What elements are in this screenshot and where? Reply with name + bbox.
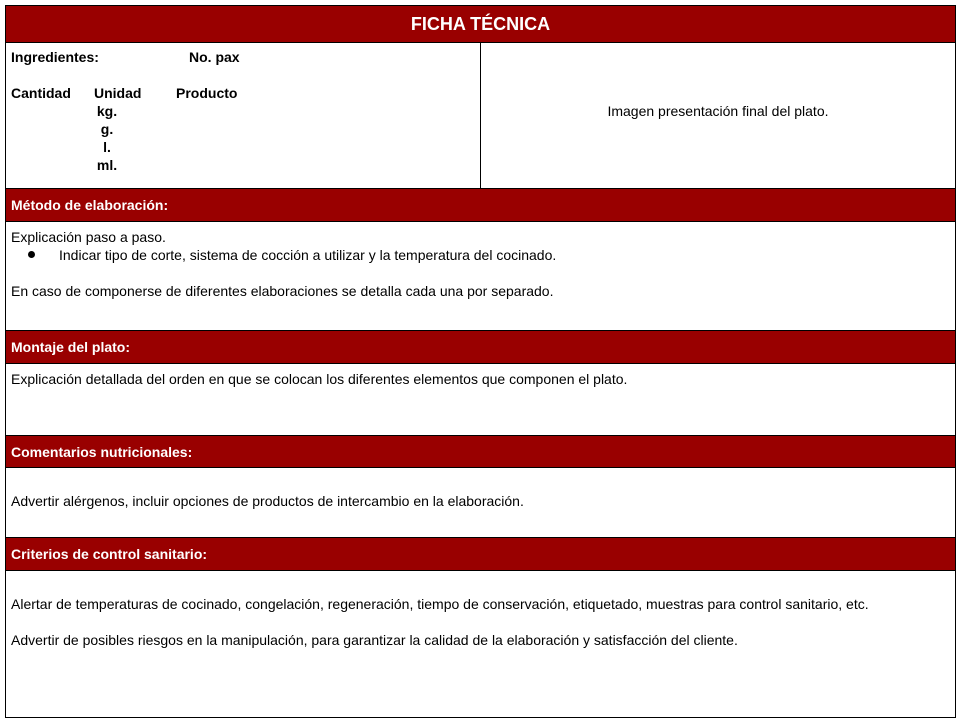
section-header-montaje <box>5 330 956 364</box>
unit-item: kg. <box>96 103 118 119</box>
section-title: Montaje del plato: <box>11 339 130 355</box>
dish-image-cell <box>481 43 955 188</box>
unit-item: l. <box>103 139 111 155</box>
spacer <box>11 264 950 282</box>
pax-label: No. pax <box>189 49 240 65</box>
section-header-sanitario <box>5 537 956 571</box>
column-header-cantidad: Cantidad <box>11 85 71 101</box>
section-body-metodo <box>5 221 956 331</box>
unit-item: g. <box>100 121 114 137</box>
sanitario-line: Advertir de posibles riesgos en la manipulación, para garantizar la calidad de la elaboración y satisfacción del cliente. <box>11 632 738 648</box>
column-header-unidad: Unidad <box>94 85 142 101</box>
section-header-nutricion <box>5 435 956 468</box>
section-body-nutricion <box>5 467 956 538</box>
section-title: Comentarios nutricionales: <box>11 443 193 460</box>
list-item <box>11 246 950 264</box>
metodo-bullet-text: Indicar tipo de corte, sistema de cocción a utilizar y la temperatura del cocinado. <box>59 247 557 263</box>
section-body-montaje <box>5 363 956 436</box>
spacer <box>11 474 950 492</box>
unit-item: ml. <box>96 157 118 173</box>
ingredients-cell <box>6 43 481 188</box>
column-header-producto: Producto <box>176 85 238 101</box>
document-title: FICHA TÉCNICA <box>410 14 551 34</box>
ingredients-row <box>5 42 956 189</box>
dish-image-placeholder-text: Imagen presentación final del plato. <box>607 103 829 119</box>
ingredients-label: Ingredientes: <box>11 49 99 65</box>
metodo-intro: Explicación paso a paso. <box>11 229 166 245</box>
spacer <box>11 577 950 595</box>
metodo-note: En caso de componerse de diferentes elaboraciones se detalla cada una por separado. <box>11 283 554 299</box>
section-header-metodo <box>5 188 956 222</box>
document-title-bar <box>5 5 956 43</box>
units-list <box>87 102 127 174</box>
section-title: Criterios de control sanitario: <box>11 546 208 562</box>
montaje-text: Explicación detallada del orden en que se colocan los diferentes elementos que componen el plato. <box>11 371 628 387</box>
nutricion-text: Advertir alérgenos, incluir opciones de productos de intercambio en la elaboración. <box>11 493 524 509</box>
section-title: Método de elaboración: <box>11 197 169 213</box>
section-body-sanitario <box>5 570 956 718</box>
bullet-icon <box>28 251 35 258</box>
spacer <box>11 613 950 631</box>
sanitario-line: Alertar de temperaturas de cocinado, congelación, regeneración, tiempo de conservación, etiquetado, muestras para control sanitario, etc. <box>11 596 869 612</box>
